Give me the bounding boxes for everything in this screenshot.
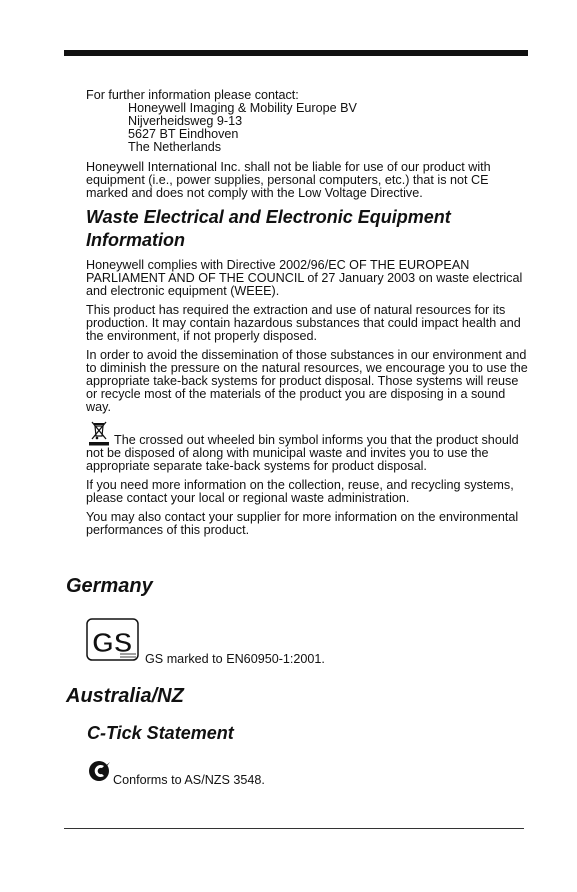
germany-heading: Germany (66, 575, 153, 597)
address-line: The Netherlands (128, 140, 222, 154)
weee-paragraph-4-text: The crossed out wheeled bin symbol informs you that the product should not be disposed of along with municipal waste and invites you to use the appropriate separate take-back systems for product disposal. (86, 433, 519, 473)
weee-paragraph-2: This product has required the extraction and use of natural resources for its production. It may contain hazardous substances that could impact health and the environment, if not properly disposed. (86, 303, 521, 343)
weee-paragraph-3: In order to avoid the dissemination of those substances in our environment and to diminish the pressure on the natural resources, we encourage you to use the appropriate take-back systems for product disposal. Those systems will reuse or recycle most of the materials of the product you are disposing in a sound way. (86, 348, 528, 414)
main-content (86, 89, 528, 543)
weee-paragraph-1: Honeywell complies with Directive 2002/96/EC OF THE EUROPEAN PARLIAMENT AND OF THE COUNCIL of 27 January 2003 on waste electrical and electronic equipment (WEEE). (86, 258, 523, 298)
address-line: Honeywell Imaging & Mobility Europe BV (128, 101, 357, 115)
weee-paragraph-5: If you need more information on the collection, reuse, and recycling systems, please contact your local or regional waste administration. (86, 478, 514, 505)
address-line: Nijverheidsweg 9-13 (128, 114, 243, 128)
gs-mark-logo (86, 618, 139, 661)
ctick-text: Conforms to AS/NZS 3548. (113, 773, 265, 787)
address-line: 5627 BT Eindhoven (128, 127, 239, 141)
gs-logo-lettering: GS (92, 627, 133, 658)
ctick-heading: C-Tick Statement (87, 723, 234, 743)
australia-heading: Australia/NZ (66, 685, 184, 707)
weee-paragraph-4 (86, 420, 528, 473)
gs-text: GS marked to EN60950-1:2001. (145, 652, 325, 666)
weee-paragraph-6: You may also contact your supplier for more information on the environmental performances of this product. (86, 510, 519, 537)
liability-paragraph: Honeywell International Inc. shall not be liable for use of our product with equipment (i.e., power supplies, personal computers, etc.) that is not CE marked and does not comply with the Low Voltage Directive. (86, 160, 491, 200)
contact-address (128, 102, 528, 154)
weee-heading: Waste Electrical and Electronic Equipment Information (86, 207, 451, 250)
contact-intro: For further information please contact: (86, 88, 299, 102)
bottom-rule (64, 828, 524, 829)
c-tick-icon (88, 759, 112, 783)
top-rule (64, 50, 528, 56)
crossed-wheeled-bin-icon (86, 420, 112, 446)
